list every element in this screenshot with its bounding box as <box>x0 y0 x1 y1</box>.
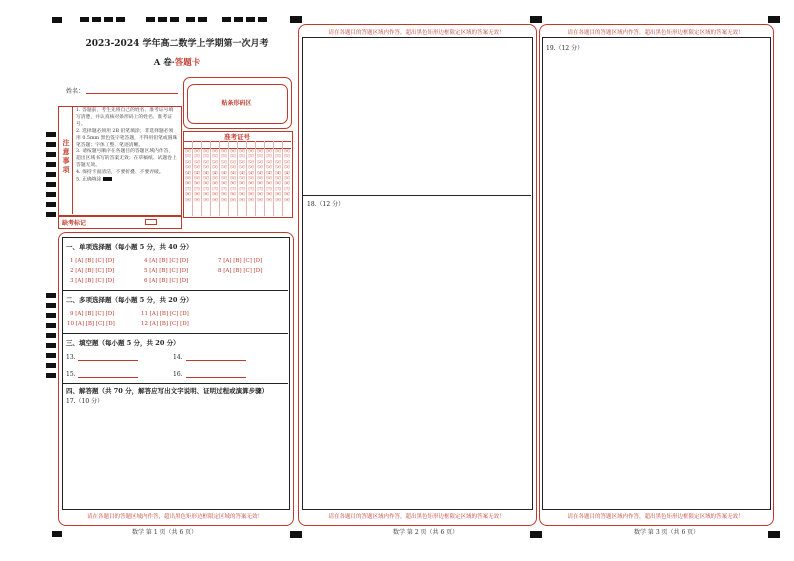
divider <box>219 141 220 216</box>
exam-id-bubble[interactable]: [6] <box>203 181 209 186</box>
exam-id-bubble[interactable]: [0] <box>221 149 227 153</box>
choice-row[interactable]: 4 [A] [B] [C] [D] <box>144 258 189 264</box>
registration-mark <box>46 343 56 348</box>
registration-mark <box>530 531 542 538</box>
exam-id-bubble[interactable]: [2] <box>284 159 290 164</box>
divider <box>255 141 256 216</box>
exam-id-column[interactable] <box>193 149 201 203</box>
exam-id-bubble[interactable]: [7] <box>275 186 281 191</box>
exam-id-bubble[interactable]: [9] <box>248 197 254 202</box>
exam-id-bubble[interactable]: [9] <box>185 197 191 202</box>
divider <box>62 333 288 334</box>
subtitle-prefix: A 卷· <box>153 58 175 68</box>
answer-area-17[interactable] <box>64 404 286 506</box>
warning-note: 请在各题目的答题区域内作答，超出黑色矩形边框限定区域的答案无效！ <box>328 30 505 36</box>
exam-id-bubble[interactable]: [1] <box>203 154 209 159</box>
page-footer: 数学 第 1 页（共 6 页） <box>132 529 198 536</box>
exam-id-bubble[interactable]: [4] <box>239 170 245 175</box>
exam-id-bubble[interactable]: [9] <box>284 197 290 202</box>
attention-item: 1. 答题前，考生先将自己的姓名、准考证号填写清楚，并认真核对条形码上的姓名、准考证号。 <box>76 108 174 127</box>
exam-id-bubble[interactable]: [7] <box>185 186 191 191</box>
name-field[interactable] <box>86 93 178 94</box>
attention-label: 注意事项 <box>62 138 70 174</box>
choice-row[interactable]: 12 [A] [B] [C] [D] <box>141 321 189 327</box>
absent-checkbox[interactable] <box>145 219 157 225</box>
exam-id-column[interactable] <box>247 149 255 203</box>
exam-id-bubble[interactable]: [6] <box>212 181 218 186</box>
divider <box>302 195 531 196</box>
exam-id-bubble[interactable]: [0] <box>203 149 209 153</box>
exam-id-bubble[interactable]: [2] <box>221 159 227 164</box>
exam-id-column[interactable] <box>256 149 264 203</box>
exam-id-bubble[interactable]: [3] <box>284 165 290 170</box>
exam-id-bubble[interactable]: [5] <box>275 176 281 181</box>
exam-id-bubble[interactable]: [0] <box>284 149 290 153</box>
exam-id-bubble[interactable]: [0] <box>230 149 236 153</box>
registration-mark <box>46 313 56 318</box>
exam-id-bubble[interactable]: [2] <box>239 159 245 164</box>
registration-mark <box>170 17 179 22</box>
exam-id-column[interactable] <box>238 149 246 203</box>
exam-id-bubble[interactable]: [7] <box>230 186 236 191</box>
exam-id-bubble[interactable]: [5] <box>185 176 191 181</box>
absent-label: 缺考标记 <box>62 220 87 227</box>
registration-mark <box>46 353 56 358</box>
exam-id-bubble[interactable]: [4] <box>203 170 209 175</box>
exam-id-bubble[interactable]: [8] <box>266 192 272 197</box>
exam-id-bubble[interactable]: [9] <box>203 197 209 202</box>
fill-blank-15[interactable] <box>78 377 138 378</box>
exam-id-bubble[interactable]: [3] <box>266 165 272 170</box>
page-title: 2023-2024 学年高二数学上学期第一次月考 <box>85 39 269 49</box>
fill-blank-label: 16. <box>173 371 183 378</box>
exam-id-bubble[interactable]: [1] <box>284 154 290 159</box>
exam-id-bubble[interactable]: [9] <box>239 197 245 202</box>
exam-id-bubble[interactable]: [3] <box>194 165 200 170</box>
fill-blank-16[interactable] <box>186 377 246 378</box>
exam-id-bubble[interactable]: [5] <box>266 176 272 181</box>
divider <box>228 141 229 216</box>
exam-id-bubble[interactable]: [0] <box>239 149 245 153</box>
exam-id-bubble[interactable]: [7] <box>284 186 290 191</box>
registration-mark <box>146 17 155 22</box>
divider <box>273 141 274 216</box>
exam-id-bubble[interactable]: [2] <box>266 159 272 164</box>
exam-id-bubble[interactable]: [3] <box>275 165 281 170</box>
exam-id-bubble[interactable]: [8] <box>185 192 191 197</box>
exam-id-bubble[interactable]: [8] <box>230 192 236 197</box>
exam-id-bubble[interactable]: [1] <box>212 154 218 159</box>
attention-item: 2. 选择题必须用 2B 铅笔填涂；非选择题必须用 0.5mm 黑色签字笔答题，不得用铅笔或圆珠笔答题；字体工整、笔迹清晰。 <box>76 128 178 148</box>
exam-id-bubble[interactable]: [0] <box>212 149 218 153</box>
exam-id-bubble[interactable]: [1] <box>248 154 254 159</box>
attention-list <box>76 108 178 184</box>
exam-id-bubble[interactable]: [4] <box>266 170 272 175</box>
fill-blank-label: 14. <box>173 354 183 361</box>
choice-row[interactable]: 5 [A] [B] [C] [D] <box>144 268 189 274</box>
answer-area-17-continued[interactable] <box>304 40 529 192</box>
exam-id-bubble[interactable]: [6] <box>194 181 200 186</box>
exam-id-bubble[interactable]: [3] <box>221 165 227 170</box>
exam-id-bubble[interactable]: [8] <box>212 192 218 197</box>
registration-mark <box>222 17 231 22</box>
exam-id-bubble[interactable]: [2] <box>212 159 218 164</box>
exam-id-bubble[interactable]: [1] <box>275 154 281 159</box>
fill-blank-label: 13. <box>66 354 76 361</box>
exam-id-bubble[interactable]: [1] <box>221 154 227 159</box>
exam-id-bubble[interactable]: [9] <box>257 197 263 202</box>
warning-note: 请在各题目的答题区域内作答，超出黑色矩形边框限定区域的答案无效！ <box>567 514 744 520</box>
exam-id-bubble[interactable]: [6] <box>230 181 236 186</box>
registration-mark <box>768 16 780 23</box>
exam-id-bubble[interactable]: [3] <box>248 165 254 170</box>
choice-row[interactable]: 3 [A] [B] [C] [D] <box>70 278 115 284</box>
choice-row[interactable]: 6 [A] [B] [C] [D] <box>144 278 189 284</box>
fill-blank-label: 15. <box>66 371 76 378</box>
exam-id-column[interactable] <box>229 149 237 203</box>
registration-mark <box>46 303 56 308</box>
exam-id-bubble[interactable]: [3] <box>185 165 191 170</box>
page-footer: 数学 第 2 页（共 6 页） <box>393 529 459 536</box>
exam-id-bubble[interactable]: [8] <box>284 192 290 197</box>
exam-id-bubble[interactable]: [5] <box>239 176 245 181</box>
exam-id-bubble[interactable]: [9] <box>221 197 227 202</box>
exam-id-bubble[interactable]: [3] <box>239 165 245 170</box>
divider <box>282 141 283 216</box>
divider <box>62 383 288 384</box>
registration-mark <box>46 132 56 137</box>
registration-mark <box>80 17 89 22</box>
exam-id-bubble[interactable]: [8] <box>257 192 263 197</box>
registration-mark <box>46 212 56 217</box>
exam-id-bubble[interactable]: [6] <box>284 181 290 186</box>
registration-mark <box>104 17 113 22</box>
exam-id-bubble[interactable]: [4] <box>284 170 290 175</box>
exam-id-bubble[interactable]: [6] <box>221 181 227 186</box>
choice-row[interactable]: 8 [A] [B] [C] [D] <box>218 268 263 274</box>
exam-id-bubble[interactable]: [2] <box>194 159 200 164</box>
filled-sample-icon <box>103 177 112 181</box>
exam-id-bubble[interactable]: [7] <box>194 186 200 191</box>
choice-row[interactable]: 1 [A] [B] [C] [D] <box>70 258 115 264</box>
registration-mark <box>290 16 302 23</box>
attention-item: 4. 保持卡面清洁，不要折叠、不要弄破。 <box>76 170 164 176</box>
registration-mark <box>246 17 255 22</box>
exam-id-bubble[interactable]: [4] <box>185 170 191 175</box>
exam-id-bubble[interactable]: [8] <box>194 192 200 197</box>
divider <box>192 141 193 216</box>
exam-id-bubble[interactable]: [2] <box>185 159 191 164</box>
barcode-label: 贴条形码区 <box>221 100 252 107</box>
exam-id-bubble[interactable]: [0] <box>194 149 200 153</box>
registration-mark <box>46 333 56 338</box>
exam-id-bubble[interactable]: [1] <box>230 154 236 159</box>
exam-id-bubble[interactable]: [4] <box>230 170 236 175</box>
exam-id-bubble[interactable]: [5] <box>284 176 290 181</box>
exam-id-column[interactable] <box>202 149 210 203</box>
exam-id-bubble[interactable]: [7] <box>203 186 209 191</box>
answer-area-18[interactable] <box>304 208 529 506</box>
exam-id-bubble[interactable]: [8] <box>203 192 209 197</box>
exam-id-bubble[interactable]: [7] <box>257 186 263 191</box>
registration-mark <box>46 182 56 187</box>
registration-mark <box>92 17 101 22</box>
divider <box>72 106 73 214</box>
section-4-title: 四、解答题（共 70 分，解答应写出文字说明、证明过程或演算步骤） <box>66 387 269 395</box>
exam-id-bubble[interactable]: [8] <box>221 192 227 197</box>
exam-id-bubble[interactable]: [8] <box>248 192 254 197</box>
exam-id-bubble[interactable]: [7] <box>248 186 254 191</box>
exam-id-bubble[interactable]: [6] <box>257 181 263 186</box>
exam-id-bubble[interactable]: [7] <box>212 186 218 191</box>
registration-mark <box>158 17 167 22</box>
exam-id-bubble[interactable]: [8] <box>275 192 281 197</box>
exam-id-bubble[interactable]: [1] <box>185 154 191 159</box>
exam-id-bubble[interactable]: [6] <box>239 181 245 186</box>
choice-row[interactable]: 9 [A] [B] [C] [D] <box>70 311 115 317</box>
page-footer: 数学 第 3 页（共 6 页） <box>634 529 700 536</box>
registration-mark <box>46 152 56 157</box>
exam-id-bubble[interactable]: [0] <box>248 149 254 153</box>
name-label: 姓名： <box>66 88 85 95</box>
warning-note: 请在各题目的答题区域内作答，超出黑色矩形边框限定区域的答案无效！ <box>86 514 263 520</box>
exam-id-bubble[interactable]: [4] <box>212 170 218 175</box>
registration-mark <box>198 17 207 22</box>
choice-row[interactable]: 10 [A] [B] [C] [D] <box>67 321 115 327</box>
exam-id-bubble[interactable]: [0] <box>275 149 281 153</box>
exam-id-column[interactable] <box>283 149 291 203</box>
exam-id-bubble[interactable]: [2] <box>203 159 209 164</box>
exam-id-bubble[interactable]: [3] <box>230 165 236 170</box>
fill-blank-14[interactable] <box>186 360 246 361</box>
subtitle-answer-card: 答题卡 <box>174 58 201 68</box>
registration-mark <box>46 373 56 378</box>
exam-id-bubble[interactable]: [4] <box>248 170 254 175</box>
exam-id-bubble[interactable]: [3] <box>212 165 218 170</box>
registration-mark <box>46 142 56 147</box>
exam-id-bubble[interactable]: [7] <box>266 186 272 191</box>
registration-mark <box>52 531 62 537</box>
section-1-title: 一、单项选择题（每小题 5 分，共 40 分） <box>66 243 193 251</box>
exam-id-bubble[interactable]: [5] <box>212 176 218 181</box>
exam-id-bubble[interactable]: [9] <box>275 197 281 202</box>
exam-id-bubble[interactable]: [2] <box>230 159 236 164</box>
attention-item: 5. 正确填涂 <box>76 177 178 184</box>
answer-area-19[interactable] <box>544 52 767 506</box>
warning-note: 请在各题目的答题区域内作答，超出黑色矩形边框限定区域的答案无效！ <box>328 514 505 520</box>
choice-row[interactable]: 7 [A] [B] [C] [D] <box>218 258 263 264</box>
exam-id-bubble[interactable]: [3] <box>257 165 263 170</box>
exam-id-bubble[interactable]: [5] <box>203 176 209 181</box>
registration-mark <box>768 531 780 538</box>
divider <box>201 141 202 216</box>
registration-mark <box>46 162 56 167</box>
divider <box>246 141 247 216</box>
registration-mark <box>290 531 302 538</box>
exam-id-column[interactable] <box>211 149 219 203</box>
registration-mark <box>116 17 125 22</box>
registration-mark <box>46 293 56 298</box>
exam-id-bubble[interactable]: [7] <box>239 186 245 191</box>
fill-blank-13[interactable] <box>78 360 138 361</box>
exam-id-bubble[interactable]: [9] <box>194 197 200 202</box>
exam-id-bubble[interactable]: [5] <box>257 176 263 181</box>
exam-id-bubble[interactable]: [1] <box>266 154 272 159</box>
exam-id-bubble[interactable]: [9] <box>230 197 236 202</box>
exam-id-bubble[interactable]: [8] <box>239 192 245 197</box>
section-3-title: 三、填空题（每小题 5 分，共 20 分） <box>66 339 180 347</box>
exam-id-label: 准考证号 <box>224 133 250 141</box>
exam-id-bubble[interactable]: [4] <box>257 170 263 175</box>
attention-item: 3. 请按题号顺序在各题目的答题区域内作答，超出区域书写的答案无效；在草稿纸、试题卷上答题无效。 <box>76 149 177 169</box>
exam-id-bubble[interactable]: [5] <box>221 176 227 181</box>
exam-id-bubble[interactable]: [5] <box>194 176 200 181</box>
exam-id-bubble[interactable]: [9] <box>266 197 272 202</box>
exam-id-column[interactable] <box>220 149 228 203</box>
exam-id-bubble[interactable]: [5] <box>248 176 254 181</box>
exam-id-bubble[interactable]: [4] <box>194 170 200 175</box>
divider <box>210 141 211 216</box>
question-18-label: 18.（12 分） <box>307 201 345 208</box>
exam-id-column[interactable] <box>184 149 192 203</box>
exam-id-column[interactable] <box>274 149 282 203</box>
registration-mark <box>186 17 195 22</box>
exam-id-bubble[interactable]: [6] <box>248 181 254 186</box>
question-17-label: 17.（10 分） <box>66 398 104 405</box>
exam-id-bubble[interactable]: [9] <box>212 197 218 202</box>
exam-id-bubble[interactable]: [2] <box>275 159 281 164</box>
divider <box>62 290 288 291</box>
registration-mark <box>46 323 56 328</box>
exam-id-bubble[interactable]: [3] <box>203 165 209 170</box>
registration-mark <box>234 17 243 22</box>
section-2-title: 二、多项选择题（每小题 5 分，共 20 分） <box>66 296 193 304</box>
divider <box>237 141 238 216</box>
exam-id-bubble[interactable]: [5] <box>230 176 236 181</box>
registration-mark <box>258 17 267 22</box>
registration-mark <box>46 172 56 177</box>
registration-mark <box>46 202 56 207</box>
exam-id-bubble[interactable]: [6] <box>266 181 272 186</box>
exam-id-bubble[interactable]: [1] <box>239 154 245 159</box>
registration-mark <box>46 363 56 368</box>
divider <box>264 141 265 216</box>
exam-id-bubble[interactable]: [6] <box>185 181 191 186</box>
exam-id-bubble[interactable]: [1] <box>194 154 200 159</box>
exam-id-bubble[interactable]: [0] <box>257 149 263 153</box>
warning-note: 请在各题目的答题区域内作答，超出黑色矩形边框限定区域的答案无效！ <box>567 30 744 36</box>
exam-id-bubble[interactable]: [0] <box>185 149 191 153</box>
registration-mark <box>46 192 56 197</box>
registration-mark <box>52 17 62 23</box>
exam-id-column[interactable] <box>265 149 273 203</box>
exam-id-bubble[interactable]: [7] <box>221 186 227 191</box>
exam-id-bubble[interactable]: [0] <box>266 149 272 153</box>
question-19-label: 19.（12 分） <box>546 45 584 52</box>
choice-row[interactable]: 2 [A] [B] [C] [D] <box>70 268 115 274</box>
exam-id-bubble[interactable]: [4] <box>275 170 281 175</box>
exam-id-bubble[interactable]: [1] <box>257 154 263 159</box>
exam-id-bubble[interactable]: [2] <box>257 159 263 164</box>
exam-id-bubble[interactable]: [2] <box>248 159 254 164</box>
exam-id-bubble[interactable]: [6] <box>275 181 281 186</box>
registration-mark <box>530 16 542 23</box>
choice-row[interactable]: 11 [A] [B] [C] [D] <box>141 311 189 317</box>
exam-id-bubble[interactable]: [4] <box>221 170 227 175</box>
page-subtitle <box>62 56 292 68</box>
